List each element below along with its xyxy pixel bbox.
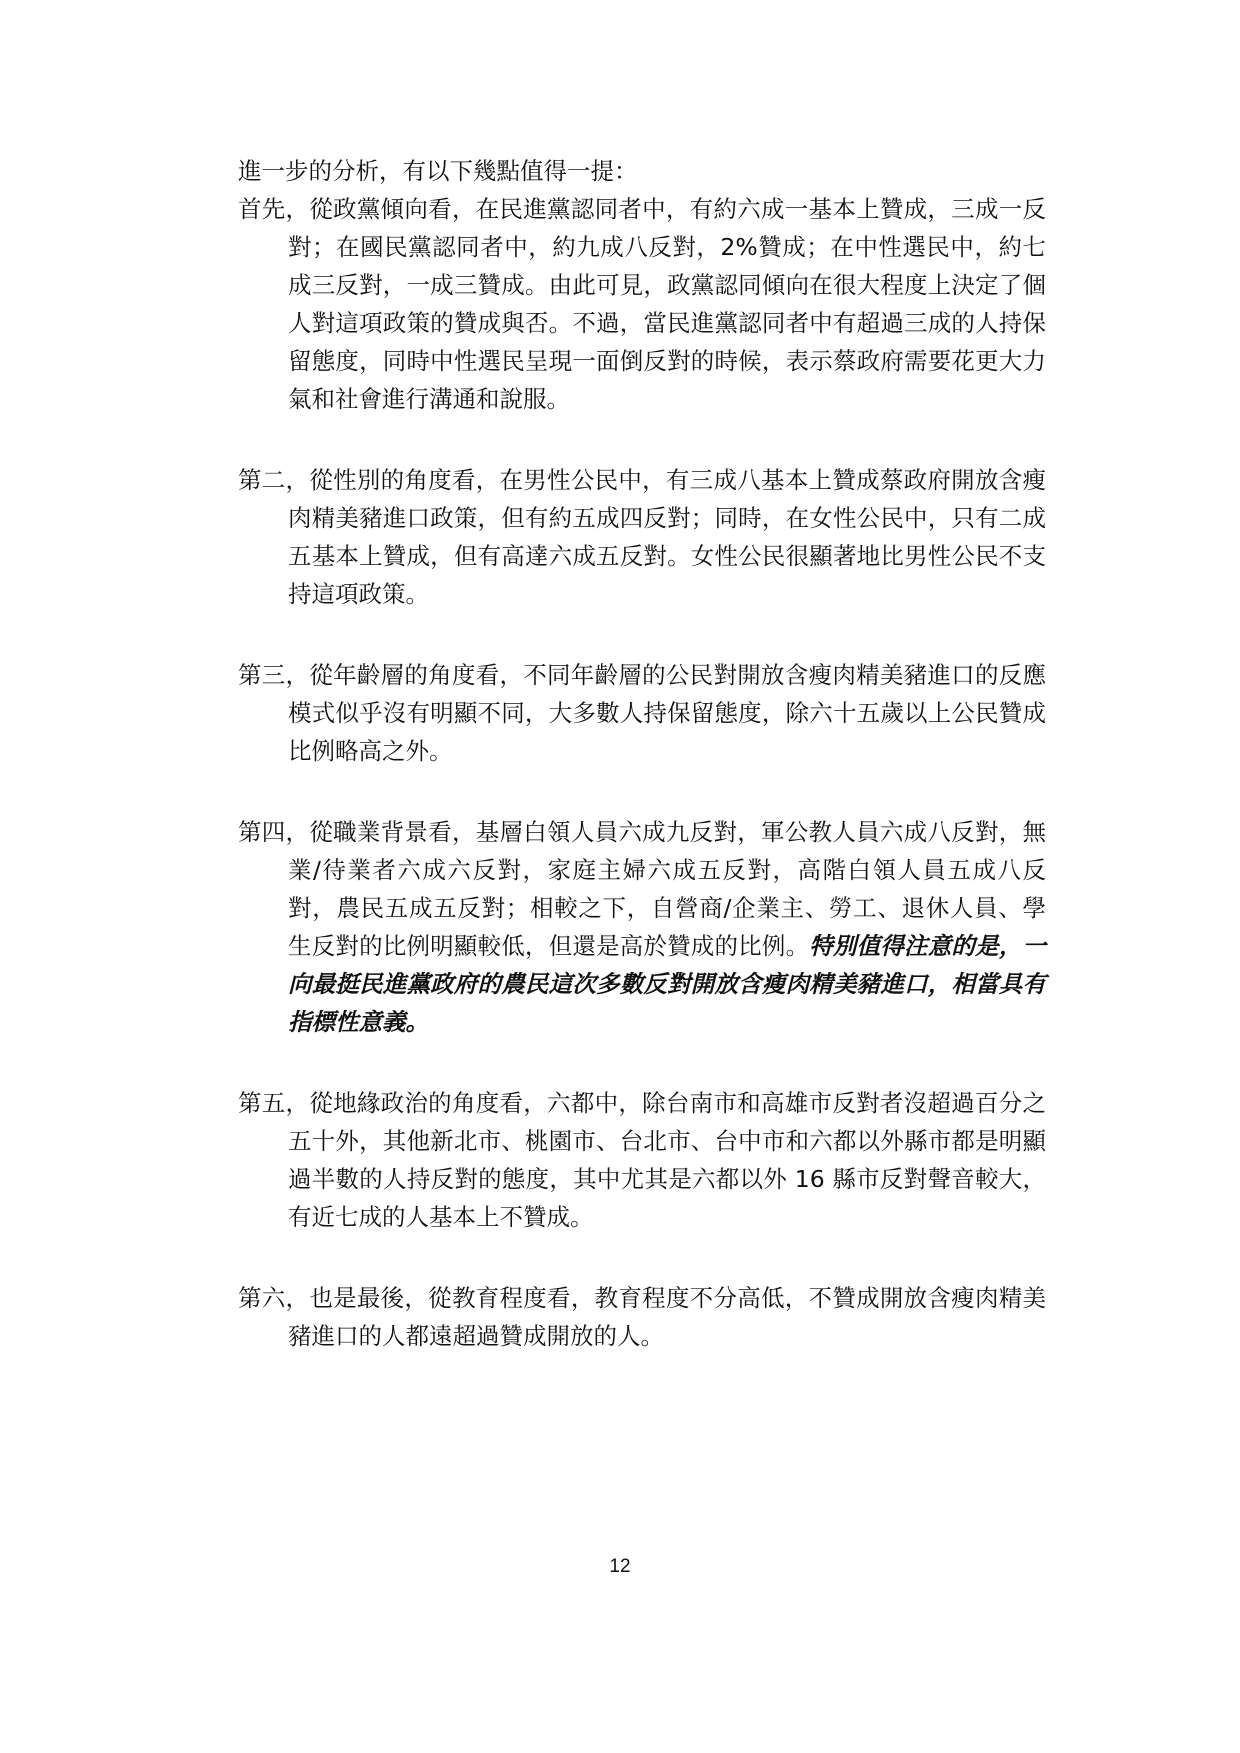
- paragraph-education: [238, 1279, 1046, 1355]
- paragraph-text: 第三，從年齡層的角度看，不同年齡層的公民對開放含瘦肉精美豬進口的反應模式似乎沒有明顯不同，大多數人持保留態度，除六十五歲以上公民贊成比例略高之外。: [238, 661, 1046, 765]
- emphasized-text: 特別值得注意的是，一向最挺民進黨政府的農民這次多數反對開放含瘦肉精美豬進口，相當具有指標性意義。: [288, 932, 1047, 1036]
- paragraph-occupation: [238, 813, 1046, 1041]
- paragraph-gender: [238, 461, 1046, 613]
- paragraph-text: 第四，從職業背景看，基層白領人員六成九反對，軍公教人員六成八反對，無業/待業者六成六反對，家庭主婦六成五反對，高階白領人員五成八反對，農民五成五反對；相較之下，自營商/企業主、勞工、退休人員、學生反對的比例明顯較低，但還是高於贊成的比例。: [238, 818, 1046, 960]
- paragraph-text: 第二，從性別的角度看，在男性公民中，有三成八基本上贊成蔡政府開放含瘦肉精美豬進口政策，但有約五成四反對；同時，在女性公民中，只有二成五基本上贊成，但有高達六成五反對。女性公民很顯著地比男性公民不支持這項政策。: [238, 466, 1046, 608]
- intro-line: 進一步的分析，有以下幾點值得一提：: [238, 157, 638, 185]
- paragraph-text: 第五，從地緣政治的角度看，六都中，除台南市和高雄市反對者沒超過百分之五十外，其他新北市、桃園市、台北市、台中市和六都以外縣市都是明顯過半數的人持反對的態度，其中尤其是六都以外 16 縣市反對聲音較大，有近七成的人基本上不贊成。: [238, 1089, 1046, 1231]
- paragraph-age: [238, 656, 1046, 770]
- document-body: [238, 152, 1046, 1355]
- paragraph-text: 首先，從政黨傾向看，在民進黨認同者中，有約六成一基本上贊成，三成一反對；在國民黨認同者中，約九成八反對，2%贊成；在中性選民中，約七成三反對，一成三贊成。由此可見，政黨認同傾向在很大程度上決定了個人對這項政策的贊成與否。不過，當民進黨認同者中有超過三成的人持保留態度，同時中性選民呈現一面倒反對的時候，表示蔡政府需要花更大力氣和社會進行溝通和說服。: [238, 195, 1046, 413]
- page-number: 12: [609, 1556, 631, 1577]
- paragraph-party: [238, 190, 1046, 418]
- paragraph-text: 第六，也是最後，從教育程度看，教育程度不分高低，不贊成開放含瘦肉精美豬進口的人都遠超過贊成開放的人。: [238, 1284, 1046, 1350]
- paragraph-geography: [238, 1084, 1046, 1236]
